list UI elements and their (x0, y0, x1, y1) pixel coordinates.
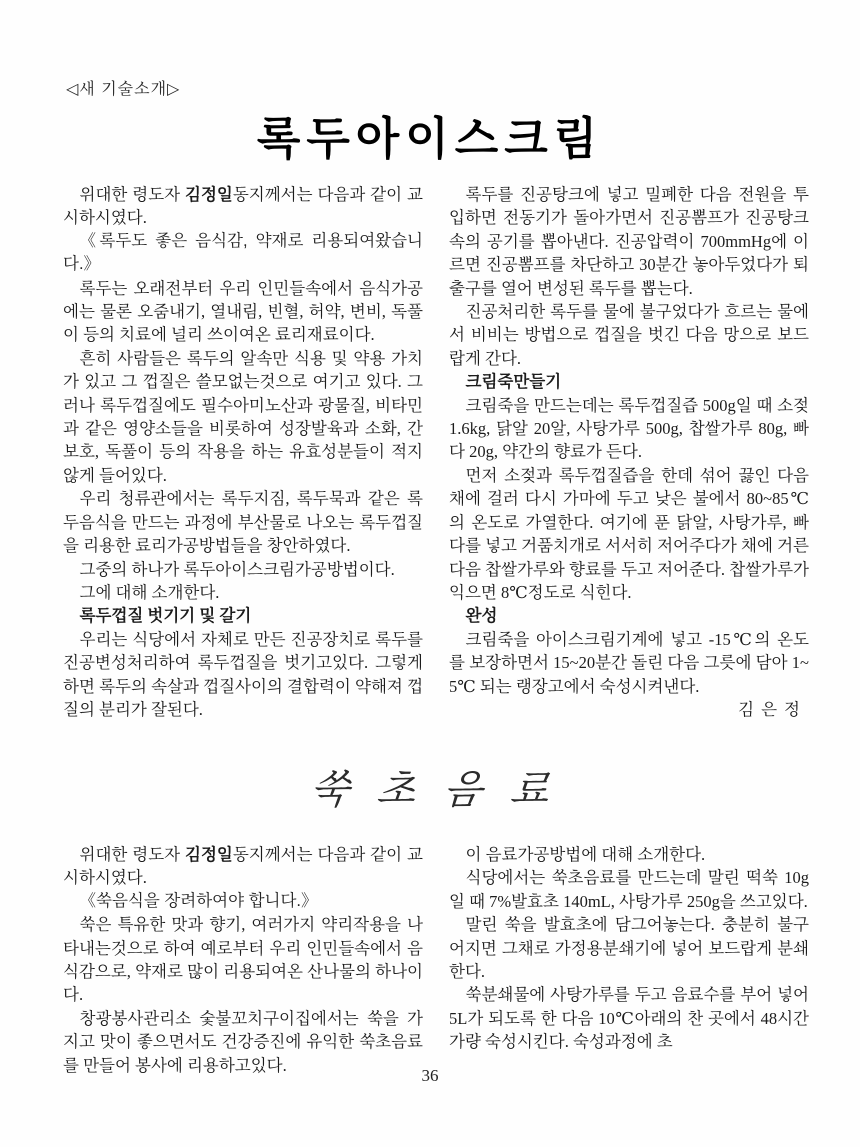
paragraph: 크림죽을 만드는데는 록두껍질즙 500g일 때 소젖 1.6kg, 닭알 20알, 사탕가루 500g, 찹쌀가루 80g, 빠다 20g, 약간의 향료가 든다. (449, 395, 809, 462)
subhead-finish: 완성 (465, 606, 498, 626)
paragraph: 흔히 사람들은 록두의 알속만 식용 및 약용 가치가 있고 그 껍질은 쓸모없는것으로 여기고 있다. 그러나 록두껍질에도 필수아미노산과 광물질, 비타민과 같은 영양소들을 비롯하여 성장발육과 소화, 간보호, 독풀이 등의 작용을 하는 유효성분들이 적지 않게 들어있다. (63, 348, 423, 485)
paragraph: 그에 대해 소개한다. (79, 582, 220, 602)
paragraph: 쑥은 특유한 맛과 향기, 여러가지 약리작용을 나타내는것으로 하여 예로부터 우리 인민들속에서 음식감으로, 약재로 많이 리용되여온 산나물의 하나이다. (63, 915, 423, 1005)
article2-left-column (63, 843, 423, 1077)
page-number: 36 (421, 1066, 439, 1085)
article2-title: 쑥초음료 (307, 767, 580, 813)
leader-name: 김정일 (185, 845, 233, 864)
article1-right-column (449, 183, 809, 721)
paragraph: 말린 쑥을 발효초에 담그어놓는다. 충분히 불구어지면 그채로 가정용분쇄기에 넣어 보드랍게 분쇄한다. (449, 915, 809, 982)
paragraph: 록두를 진공탕크에 넣고 밀폐한 다음 전원을 투입하면 전동기가 돌아가면서 진공뽐프가 진공탕크속의 공기를 뽑아낸다. 진공압력이 700mmHg에 이르면 진공뽐프를 차단하고 30분간 놓아두었다가 퇴출구를 열어 변성된 록두를 뽑는다. (449, 185, 809, 298)
article2-body (63, 843, 809, 1077)
paragraph: 록두는 오래전부터 우리 인민들속에서 음식가공에는 물론 오줌내기, 열내림, 빈혈, 허약, 변비, 독풀이 등의 치료에 널리 쓰이여온 료리재료이다. (63, 278, 423, 345)
article2-right-column (449, 843, 809, 1077)
paragraph: 창광봉사관리소 숯불꼬치구이집에서는 쑥을 가지고 맛이 좋으면서도 건강증진에 유익한 쑥초음료를 만들어 봉사에 리용하고있다. (63, 1008, 423, 1075)
article1-intro-paragraph (63, 183, 423, 230)
article2-intro-paragraph (63, 843, 423, 890)
paragraph: 우리는 식당에서 자체로 만든 진공장치로 록두를 진공변성처리하여 록두껍질을 벗기고있다. 그렇게 하면 록두의 속살과 껍질사이의 결합력이 약해져 껍질의 분리가 잘된다. (63, 629, 423, 719)
intro-text: 위대한 령도자 (79, 845, 186, 864)
paragraph: 우리 청류관에서는 록두지짐, 록두묵과 같은 록두음식을 만드는 과정에 부산물로 나오는 록두껍질을 리용한 료리가공방법들을 창안하였다. (63, 489, 423, 556)
paragraph: 먼저 소젖과 록두껍질즙을 한데 섞어 끓인 다음 채에 걸러 다시 가마에 두고 낮은 불에서 80~85℃의 온도로 가열한다. 여기에 푼 닭알, 사탕가루, 빠다를 넣고 거품치개로 서서히 저어주다가 채에 거른 다음 찹쌀가루와 향료를 두고 저어준다. 찹쌀가루가 익으면 8℃정도로 식힌다. (449, 465, 809, 602)
leader-name: 김정일 (185, 185, 233, 204)
article1-left-column (63, 183, 423, 721)
section-header: ◁새 기술소개▷ (66, 81, 181, 98)
article2-quote: 《쑥음식을 장려하여야 합니다.》 (79, 891, 318, 910)
intro-text: 위대한 령도자 (79, 185, 186, 204)
paragraph: 크림죽을 아이스크림기계에 넣고 -15℃의 온도를 보장하면서 15~20분간 돌린 다음 그릇에 담아 1~5℃ 되는 랭장고에서 숙성시켜낸다. (449, 629, 809, 696)
article1-author: 김은정 (738, 699, 807, 719)
subhead-cream: 크림죽만들기 (465, 372, 562, 392)
article1-title: 록두아이스크림 (256, 112, 604, 165)
subhead-peeling: 록두껍질 벗기기 및 갈기 (79, 606, 252, 626)
paragraph: 식당에서는 쑥초음료를 만드는데 말린 떡쑥 10g일 때 7%발효초 140mL, 사탕가루 250g을 쓰고있다. (449, 868, 809, 911)
paragraph: 그중의 하나가 록두아이스크림가공방법이다. (79, 559, 395, 579)
article1-quote: 《록두도 좋은 음식감, 약재로 리용되여왔습니다.》 (63, 231, 423, 274)
intro-text: 동지께서는 다음과 같이 교시하시였다. (63, 845, 423, 888)
paragraph: 이 음료가공방법에 대해 소개한다. (465, 845, 706, 864)
paragraph: 진공처리한 록두를 물에 불구었다가 흐르는 물에서 비비는 방법으로 껍질을 벗긴 다음 망으로 보드랍게 간다. (449, 302, 809, 368)
paragraph: 쑥분쇄물에 사탕가루를 두고 음료수를 부어 넣어 5L가 되도록 한 다음 10℃아래의 찬 곳에서 48시간가량 숙성시킨다. 숙성과정에 초 (449, 985, 809, 1052)
article1-body (63, 183, 809, 721)
intro-text: 동지께서는 다음과 같이 교시하시였다. (63, 185, 423, 228)
